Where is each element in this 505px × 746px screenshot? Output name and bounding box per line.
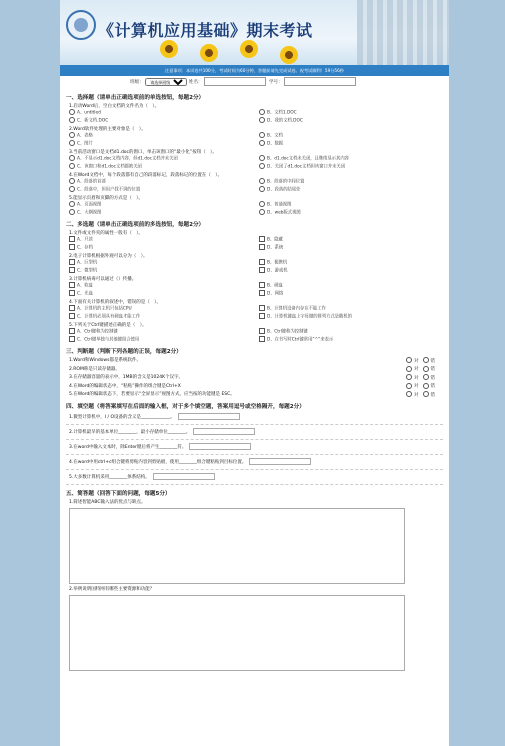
option-label: A、不显示d1.doc文档内容，但d1.doc文档并未关闭: [77, 156, 178, 162]
judge-row: [69, 383, 439, 390]
true-radio[interactable]: [406, 391, 412, 397]
question-text: 2.举例说明国特网有哪些主要资源和功能？: [69, 586, 155, 592]
question-text: 1.启动Word后，空白文档的文件名为（ ）。: [69, 104, 160, 109]
answer-input[interactable]: [249, 458, 311, 465]
question-text: 4.下面有关计算机的叙述中，错误的是（ ）。: [69, 300, 162, 305]
option-group: [69, 155, 449, 170]
option-group: [69, 282, 449, 297]
option-label: C、存档: [77, 245, 93, 250]
tf-label: 对: [414, 392, 419, 398]
divider: [66, 424, 443, 425]
radio-button[interactable]: [259, 155, 265, 161]
checkbox[interactable]: [69, 282, 75, 288]
option-label: D、web版式视图: [267, 210, 301, 215]
option-label: A、Ctrl键称为控制键: [77, 329, 118, 335]
section-title: 一、选择题（请单击正确选项前的单选按钮，每题2分）: [66, 95, 205, 101]
option-label: D、数据: [267, 141, 284, 146]
question-text: 5.下列关于Ctrl键描述正确的是（ ）。: [69, 323, 147, 328]
option-label: D、关闭了d1.doc文档但该窗口并未关闭: [267, 164, 346, 169]
option-label: B、d1.doc文档未关闭，且继续显示其内容: [267, 156, 349, 162]
question-text: 4.在word中用ctrl+c组合键将剪贴内容到剪贴板，使用________组合键粘贴到目标位置。: [69, 459, 247, 465]
tf-label: 错: [430, 375, 435, 381]
option-label: B、文档1.DOC: [267, 110, 297, 116]
option-label: B、文档: [267, 133, 283, 139]
checkbox-option[interactable]: [69, 290, 259, 298]
radio-option[interactable]: [259, 209, 449, 217]
option-group: [69, 109, 449, 124]
question-text: 5.在Word的编辑状态下，若要显示“全屏显示”视图方式，应当按的功能键是 ESC。: [69, 392, 235, 397]
answer-input[interactable]: [153, 473, 215, 480]
building-image: [357, 0, 449, 65]
checkbox[interactable]: [259, 328, 265, 334]
question-text: 1.Word和Windows都是系统软件。: [69, 358, 141, 363]
radio-button[interactable]: [259, 209, 265, 215]
question-text: 2.计算机最早的基本单位________，最小存储单位________。: [69, 429, 191, 435]
option-label: D、我的文档.DOC: [267, 118, 303, 123]
fill-row: [69, 413, 449, 420]
radio-option[interactable]: [69, 186, 259, 194]
fill-row: [69, 473, 449, 480]
judge-row: [69, 391, 439, 398]
divider: [66, 469, 443, 470]
radio-option[interactable]: [69, 201, 259, 209]
radio-button[interactable]: [69, 186, 75, 192]
radio-button[interactable]: [259, 117, 265, 123]
checkbox-option[interactable]: [69, 244, 259, 252]
question-text: 3.在存储器容量的表示中，1MB的含义是1024K个汉字。: [69, 375, 184, 380]
radio-option[interactable]: [259, 132, 449, 140]
option-label: D、网络: [267, 291, 284, 296]
checkbox-option[interactable]: [69, 305, 259, 313]
radio-button[interactable]: [69, 209, 75, 215]
option-label: C、计算机必须具有硬盘才能工作: [77, 314, 141, 319]
radio-button[interactable]: [69, 132, 75, 138]
answer-input[interactable]: [189, 443, 251, 450]
sunflower-icon: [160, 40, 178, 58]
radio-button[interactable]: [259, 178, 265, 184]
radio-option[interactable]: [259, 109, 449, 117]
checkbox-option[interactable]: [259, 305, 449, 313]
radio-button[interactable]: [69, 117, 75, 123]
fill-row: [69, 458, 449, 465]
option-label: C、段落中，但用户找不到的位置: [77, 187, 141, 192]
radio-option[interactable]: [69, 155, 259, 163]
sunflower-icon: [240, 40, 258, 58]
radio-button[interactable]: [259, 109, 265, 115]
answer-input[interactable]: [193, 428, 255, 435]
option-label: A、软盘: [77, 283, 93, 289]
checkbox[interactable]: [69, 236, 75, 242]
checkbox[interactable]: [259, 290, 265, 296]
sunflower-icon: [200, 44, 218, 62]
radio-option[interactable]: [69, 140, 259, 148]
true-radio[interactable]: [406, 366, 412, 372]
option-label: D、游戏机: [267, 268, 288, 273]
class-label: 班级：: [130, 80, 144, 85]
radio-button[interactable]: [69, 163, 75, 169]
true-false-group: [406, 357, 439, 364]
checkbox[interactable]: [259, 236, 265, 242]
exam-content: [60, 93, 449, 671]
section-title: 四、填空题（将答案填写在后面的输入框，对于多个填空题，答案用逗号或空格隔开，每题2分）: [66, 403, 305, 410]
option-group: [69, 178, 449, 193]
radio-option[interactable]: [69, 117, 259, 125]
question-text: 2.Word软件处理的主要对象是（ ）。: [69, 127, 146, 132]
name-input[interactable]: [204, 77, 266, 86]
option-label: A、表格: [77, 133, 93, 139]
question-text: 1.文件或文件夹的属性一般有（ ）。: [69, 231, 144, 236]
checkbox[interactable]: [69, 259, 75, 265]
checkbox[interactable]: [69, 244, 75, 250]
option-label: C、图片: [77, 141, 93, 146]
tf-label: 对: [414, 358, 419, 364]
radio-button[interactable]: [259, 201, 265, 207]
radio-button[interactable]: [69, 201, 75, 207]
checkbox-option[interactable]: [69, 313, 259, 321]
question-text: 4.在Word的编辑状态中，“粘贴”操作的组合键是Ctrl+X: [69, 383, 181, 389]
class-select[interactable]: [145, 78, 187, 86]
question-text: 2.电子计算机根据外观可以分为（ ）。: [69, 254, 148, 259]
school-emblem-icon: [66, 10, 96, 40]
option-group: [69, 259, 449, 274]
section-title: 三、判断题（判断下列各题的正误，每题2分）: [66, 349, 182, 355]
radio-option[interactable]: [69, 109, 259, 117]
checkbox-option[interactable]: [259, 236, 449, 244]
exam-page: [60, 0, 449, 746]
tf-label: 错: [430, 392, 435, 398]
option-label: B、普通视图: [267, 202, 292, 208]
id-input[interactable]: [284, 77, 356, 86]
judge-row: [69, 366, 439, 373]
answer-textarea[interactable]: [69, 508, 405, 584]
radio-button[interactable]: [259, 140, 265, 146]
checkbox[interactable]: [69, 328, 75, 334]
checkbox-option[interactable]: [259, 267, 449, 275]
option-label: A、段落的首部: [77, 179, 106, 185]
radio-option[interactable]: [69, 163, 259, 171]
exam-banner: [60, 0, 449, 65]
option-label: A、计算机的主机只包括CPU: [77, 306, 132, 312]
checkbox-option[interactable]: [69, 236, 259, 244]
checkbox[interactable]: [69, 336, 75, 342]
tf-label: 错: [430, 358, 435, 364]
id-label: 学号：: [268, 80, 283, 85]
radio-option[interactable]: [69, 178, 259, 186]
option-group: [69, 236, 449, 251]
option-label: C、大纲视图: [77, 210, 102, 215]
checkbox-option[interactable]: [259, 259, 449, 267]
option-label: C、光盘: [77, 291, 93, 296]
notice-bar: 注意事项：本试卷共100分，考试时间为60分钟，答题前请先完成试卷。祝考试顺利！59分56秒: [60, 65, 449, 76]
section-title: 二、多选题（请单击正确选项前的多选按钮，每题2分）: [66, 222, 205, 228]
judge-row: [69, 374, 439, 381]
radio-option[interactable]: [259, 155, 449, 163]
option-label: B、计算机设备内存在不能工作: [267, 306, 326, 312]
checkbox-option[interactable]: [69, 336, 259, 344]
option-label: C、新文档.DOC: [77, 118, 109, 123]
checkbox[interactable]: [69, 305, 75, 311]
tf-label: 错: [430, 367, 435, 372]
checkbox-option[interactable]: [69, 259, 259, 267]
radio-option[interactable]: [259, 178, 449, 186]
radio-option[interactable]: [259, 140, 449, 148]
radio-option[interactable]: [69, 209, 259, 217]
option-label: A、untitled: [77, 110, 101, 116]
true-radio[interactable]: [406, 383, 412, 389]
radio-button[interactable]: [69, 140, 75, 146]
option-label: B、隐藏: [267, 237, 283, 243]
question-text: 3.计算机病毒可以通过（）传播。: [69, 277, 137, 282]
section-title: 五、简答题（回答下面的问题，每题5分）: [66, 490, 171, 497]
checkbox-option[interactable]: [259, 290, 449, 298]
checkbox-option[interactable]: [259, 336, 449, 344]
question-text: 2.ROM称是只读存储器。: [69, 366, 120, 372]
checkbox-option[interactable]: [259, 282, 449, 290]
true-false-group: [406, 383, 439, 390]
radio-button[interactable]: [259, 186, 265, 192]
true-false-group: [406, 366, 439, 373]
tf-label: 对: [414, 367, 419, 372]
false-radio[interactable]: [423, 357, 429, 363]
false-radio[interactable]: [423, 391, 429, 397]
option-label: C、该窗口和d1.doc文档都被关闭: [77, 164, 142, 169]
radio-button[interactable]: [259, 132, 265, 138]
option-group: [69, 328, 449, 343]
checkbox[interactable]: [259, 259, 265, 265]
radio-option[interactable]: [259, 186, 449, 194]
true-radio[interactable]: [406, 374, 412, 380]
checkbox[interactable]: [259, 336, 265, 342]
true-false-group: [406, 374, 439, 381]
tf-label: 对: [414, 375, 419, 381]
radio-option[interactable]: [69, 132, 259, 140]
option-label: A、巨型机: [77, 260, 98, 266]
question-text: 3.当前活动窗口是文档d1.doc的窗口，单击该窗口的“最小化”按钮（ ）。: [69, 150, 217, 155]
option-label: D、段落的结尾处: [267, 187, 301, 192]
checkbox-option[interactable]: [259, 328, 449, 336]
answer-textarea[interactable]: [69, 595, 405, 671]
option-label: B、段落的中间位置: [267, 179, 305, 185]
radio-button[interactable]: [69, 178, 75, 184]
question-text: 5.大多数计算机采用________体系结构。: [69, 474, 150, 480]
false-radio[interactable]: [423, 366, 429, 372]
question-text: 1.简述智能ABC输入法的优点与缺点。: [69, 499, 146, 505]
option-label: B、便携机: [267, 260, 288, 266]
checkbox[interactable]: [259, 244, 265, 250]
fill-row: [69, 443, 449, 450]
tf-label: 对: [414, 384, 419, 389]
answer-input[interactable]: [178, 413, 240, 420]
radio-option[interactable]: [259, 163, 449, 171]
tf-label: 错: [430, 384, 435, 389]
option-group: [69, 305, 449, 320]
question-text: 5.能显示页眉和页脚的方式是（ ）。: [69, 196, 144, 201]
true-radio[interactable]: [406, 357, 412, 363]
checkbox[interactable]: [259, 305, 265, 311]
question-text: 3.在word中输入文本时，除Enter键后将产生________符。: [69, 444, 187, 450]
question-text: 4.在Word文档中，每个段落都有自己的段落标记，段落标记的位置在（ ）。: [69, 173, 223, 178]
divider: [66, 454, 443, 455]
divider: [66, 484, 443, 485]
option-label: C、Ctrl键单独与其他键组合使用: [77, 337, 140, 342]
checkbox-option[interactable]: [69, 267, 259, 275]
checkbox[interactable]: [69, 290, 75, 296]
judge-row: [69, 357, 439, 364]
checkbox[interactable]: [259, 267, 265, 273]
checkbox[interactable]: [69, 313, 75, 319]
checkbox[interactable]: [259, 313, 265, 319]
divider: [66, 439, 443, 440]
radio-option[interactable]: [259, 201, 449, 209]
question-text: 1.微型计算机中，I / O设备的含义是_____________。: [69, 414, 175, 420]
checkbox[interactable]: [259, 282, 265, 288]
radio-button[interactable]: [69, 155, 75, 161]
page-title: 《计算机应用基础》期末考试: [98, 21, 313, 40]
option-label: D、在书写时Ctrl键常用“^”来表示: [267, 337, 334, 342]
option-label: B、硬盘: [267, 283, 283, 289]
option-group: [69, 201, 449, 216]
option-label: D、计算机键盘上字母键的排列方式是随机的: [267, 314, 352, 319]
option-label: D、系统: [267, 245, 284, 250]
radio-button[interactable]: [259, 163, 265, 169]
radio-button[interactable]: [69, 109, 75, 115]
false-radio[interactable]: [423, 383, 429, 389]
checkbox-option[interactable]: [259, 244, 449, 252]
fill-row: [69, 428, 449, 435]
true-false-group: [406, 391, 439, 398]
sunflower-icon: [280, 46, 298, 64]
student-info-bar: [60, 76, 449, 89]
checkbox-option[interactable]: [259, 313, 449, 321]
checkbox-option[interactable]: [69, 282, 259, 290]
option-label: C、微型机: [77, 268, 98, 273]
option-label: A、页面视图: [77, 202, 102, 208]
checkbox[interactable]: [69, 267, 75, 273]
option-label: B、Ctrl键称为控制键: [267, 329, 308, 335]
false-radio[interactable]: [423, 374, 429, 380]
option-group: [69, 132, 449, 147]
name-label: 姓名：: [188, 80, 203, 85]
option-label: A、只读: [77, 237, 93, 243]
checkbox-option[interactable]: [69, 328, 259, 336]
radio-option[interactable]: [259, 117, 449, 125]
